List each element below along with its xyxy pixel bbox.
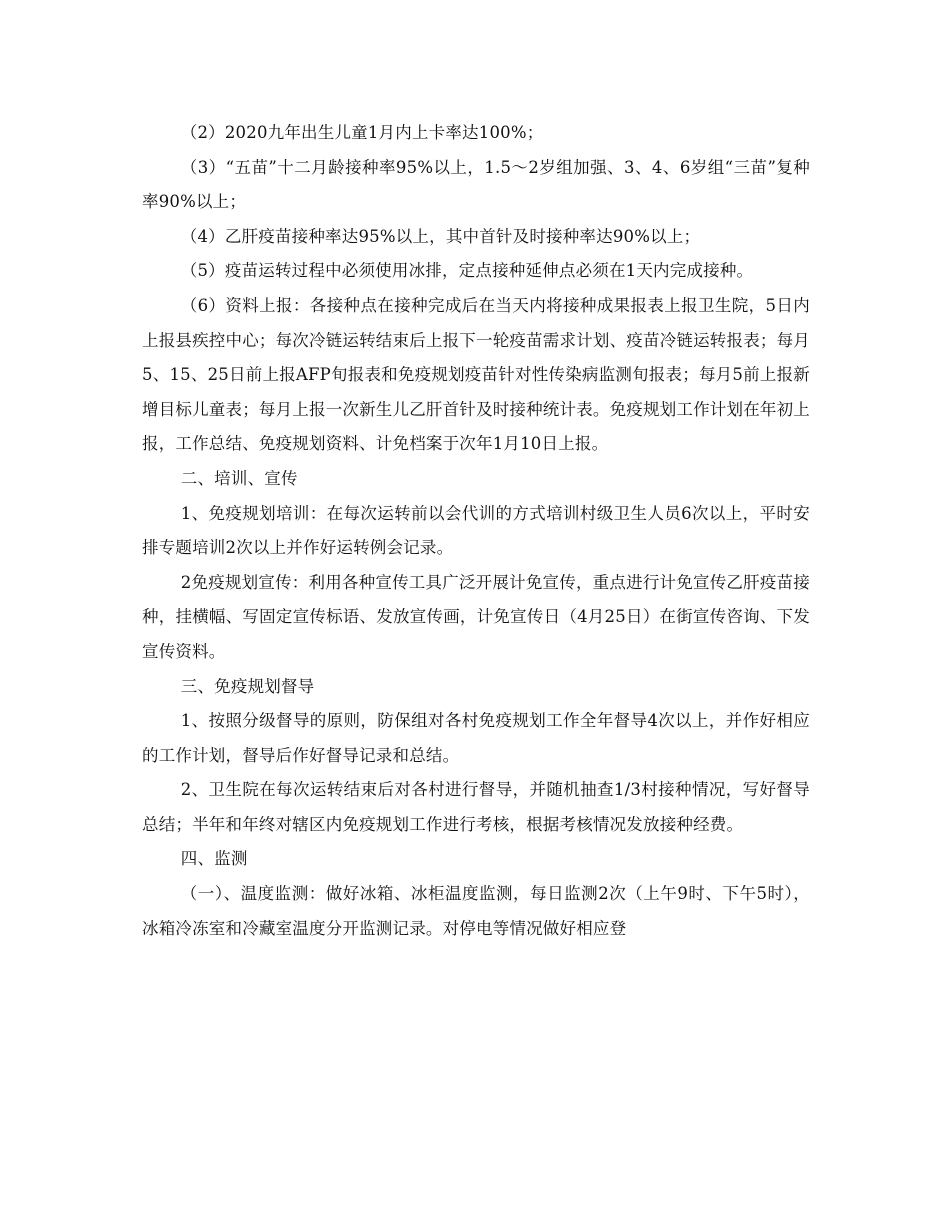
- paragraph-publicity: 2免疫规划宣传：利用各种宣传工具广泛开展计免宣传，重点进行计免宣传乙肝疫苗接种，挂横幅、写固定宣传标语、发放宣传画，计免宣传日（4月25日）在街宣传咨询、下发宣传资料。: [142, 572, 810, 661]
- paragraph-temperature-monitoring: （一）、温度监测：做好冰箱、冰柜温度监测，每日监测2次（上午9时、下午5时），冰箱冷冻室和冷藏室温度分开监测记录。对停电等情况做好相应登: [142, 884, 810, 938]
- paragraph-item-3: （3）“五苗”十二月龄接种率95%以上，1.5～2岁组加强、3、4、6岁组“三苗”复种率90%以上；: [142, 157, 810, 212]
- section-heading-monitoring: 四、监测: [180, 849, 248, 869]
- section-heading-supervision: 三、免疫规划督导: [180, 676, 315, 696]
- paragraph-item-6-data-reporting: （6）资料上报：各接种点在接种完成后在当天内将接种成果报表上报卫生院，5日内上报县疾控中心；每次冷链运转结束后上报下一轮疫苗需求计划、疫苗冷链运转报表；每月5、15、25日前上报AFP旬报表和免疫规划疫苗针对性传染病监测旬报表；每月5前上报新增目标儿童表；每月上报一次新生儿乙肝首针及时接种统计表。免疫规划工作计划在年初上报，工作总结、免疫规划资料、计免档案于次年1月10日上报。: [142, 295, 810, 454]
- paragraph-item-2: （2）2020九年出生儿童1月内上卡率达100%；: [180, 123, 544, 142]
- paragraph-supervision-2: 2、卫生院在每次运转结束后对各村进行督导，并随机抽查1/3村接种情况，写好督导总结；半年和年终对辖区内免疫规划工作进行考核，根据考核情况发放接种经费。: [142, 780, 810, 834]
- paragraph-item-4: （4）乙肝疫苗接种率达95%以上，其中首针及时接种率达90%以上；: [180, 226, 701, 246]
- paragraph-supervision-1: 1、按照分级督导的原则，防保组对各村免疫规划工作全年督导4次以上，并作好相应的工作计划，督导后作好督导记录和总结。: [142, 711, 810, 765]
- document-body: [142, 116, 810, 946]
- section-heading-training-publicity: 二、培训、宣传: [180, 468, 298, 488]
- paragraph-training: 1、免疫规划培训：在每次运转前以会代训的方式培训村级卫生人员6次以上，平时安排专题培训2次以上并作好运转例会记录。: [142, 503, 810, 558]
- paragraph-item-5: （5）疫苗运转过程中必须使用冰排，定点接种延伸点必须在1天内完成接种。: [180, 261, 754, 281]
